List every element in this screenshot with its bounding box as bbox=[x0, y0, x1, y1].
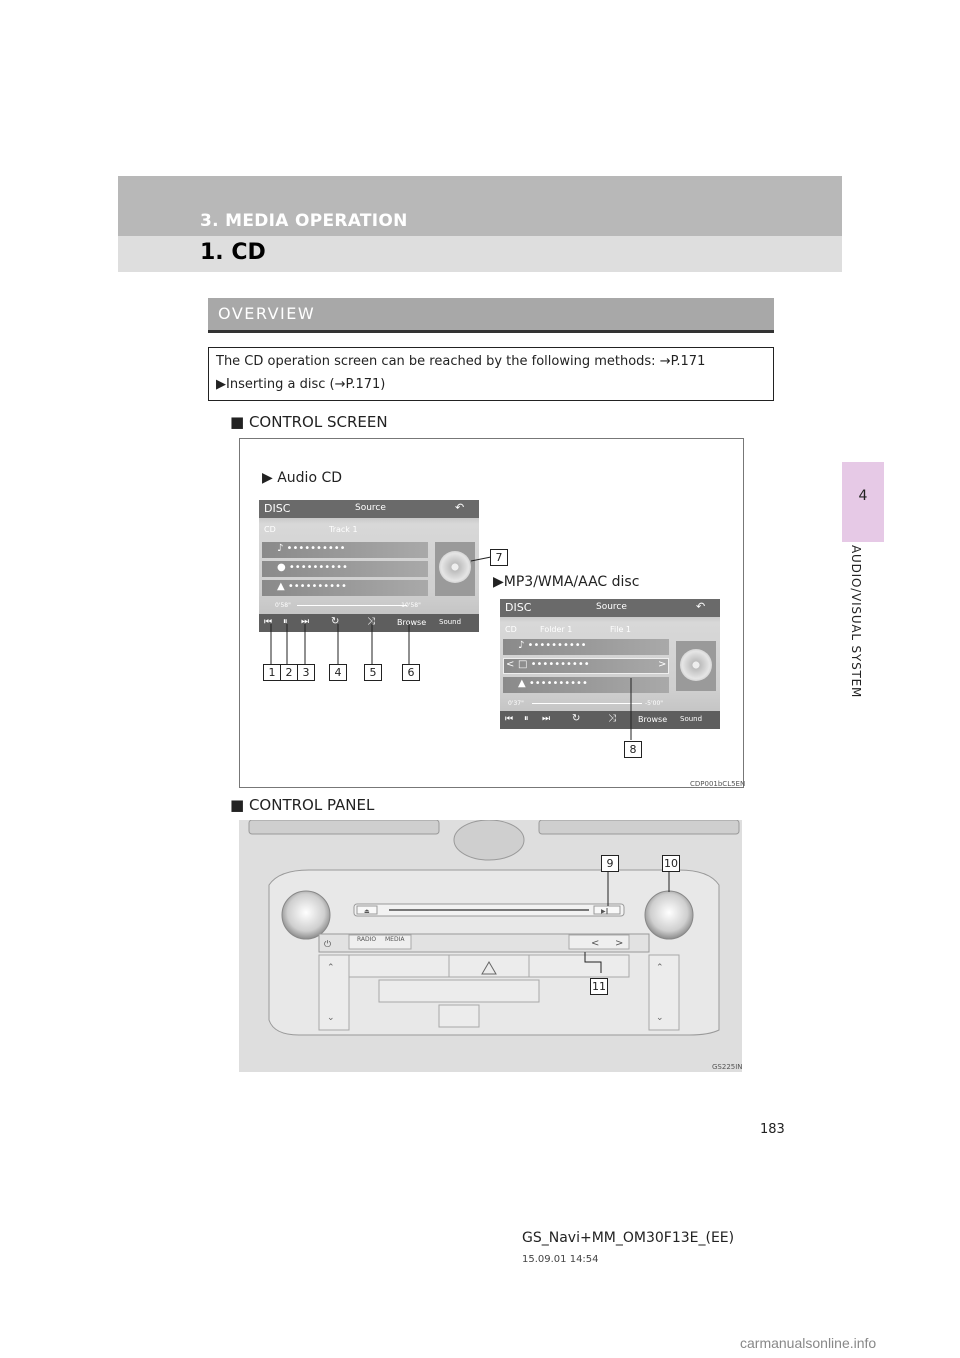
screen1-source-button[interactable]: Source bbox=[355, 503, 386, 513]
pause-button[interactable]: ⏸ bbox=[524, 714, 529, 724]
mp3-disc-label: ▶MP3/WMA/AAC disc bbox=[493, 574, 640, 590]
browse-button[interactable]: Browse bbox=[638, 715, 668, 724]
screen1-cd-label: CD bbox=[264, 525, 276, 534]
control-screen-heading: ■ CONTROL SCREEN bbox=[230, 413, 388, 431]
svg-text:>: > bbox=[615, 938, 624, 949]
page-title: 1. CD bbox=[200, 240, 266, 265]
control-panel-heading: ■ CONTROL PANEL bbox=[230, 796, 375, 814]
next-button[interactable]: ⏭ bbox=[542, 714, 551, 724]
callout-3: 3 bbox=[297, 664, 315, 681]
doc-date: 15.09.01 14:54 bbox=[522, 1254, 599, 1265]
screen2-row-folder: □ •••••••••• bbox=[518, 659, 590, 670]
chapter-number: 4 bbox=[858, 488, 868, 504]
callout-5: 5 bbox=[364, 664, 382, 681]
browse-button[interactable]: Browse bbox=[397, 618, 427, 627]
screen1-track: Track 1 bbox=[329, 525, 358, 534]
repeat-button[interactable]: ↻ bbox=[572, 713, 581, 724]
radio-button[interactable]: RADIO bbox=[357, 936, 377, 943]
screen1-elapsed: 0'58" bbox=[275, 602, 291, 609]
audio-cd-label: ▶ Audio CD bbox=[262, 470, 343, 486]
svg-text:⌃: ⌃ bbox=[327, 963, 335, 973]
svg-text:<: < bbox=[591, 938, 600, 949]
shuffle-button[interactable]: ⤨ bbox=[608, 713, 616, 724]
screen1-title: DISC bbox=[264, 502, 291, 515]
screen2-source-button[interactable]: Source bbox=[596, 602, 627, 612]
section-label: 3. MEDIA OPERATION bbox=[200, 211, 408, 231]
sound-button[interactable]: Sound bbox=[439, 618, 462, 626]
doc-code: GS_Navi+MM_OM30F13E_(EE) bbox=[522, 1230, 735, 1246]
shuffle-button[interactable]: ⤨ bbox=[367, 616, 375, 627]
media-button[interactable]: MEDIA bbox=[385, 936, 405, 943]
callout-6: 6 bbox=[402, 664, 420, 681]
svg-text:⏻: ⏻ bbox=[324, 940, 332, 950]
chapter-label: AUDIO/VISUAL SYSTEM bbox=[849, 545, 863, 699]
sound-button[interactable]: Sound bbox=[680, 715, 703, 723]
callout-10: 10 bbox=[664, 857, 678, 870]
prev-button[interactable]: ⏮ bbox=[505, 714, 514, 724]
callout-leaders bbox=[239, 438, 742, 786]
screen2-remaining: -5'00" bbox=[645, 700, 664, 707]
svg-text:⏏: ⏏ bbox=[364, 908, 370, 915]
screen1-row-album: ● •••••••••• bbox=[277, 562, 348, 573]
tune-knob bbox=[645, 891, 693, 939]
screen1-remaining: -10'58" bbox=[399, 602, 421, 609]
next-button[interactable]: ⏭ bbox=[301, 617, 310, 627]
page-number: 183 bbox=[760, 1122, 785, 1137]
screen2-folder: Folder 1 bbox=[540, 625, 573, 634]
screen2-title: DISC bbox=[505, 601, 532, 614]
callout-8: 8 bbox=[624, 741, 642, 758]
screen2-row-artist: ▲ •••••••••• bbox=[518, 678, 588, 689]
overview-line-1: The CD operation screen can be reached by the following methods: →P.171 bbox=[216, 354, 706, 369]
svg-text:▶‖: ▶‖ bbox=[601, 908, 609, 915]
overview-heading: OVERVIEW bbox=[218, 304, 316, 323]
folder-next-button[interactable]: > bbox=[658, 659, 667, 670]
callout-4: 4 bbox=[329, 664, 347, 681]
screen1-row-title: ♪ •••••••••• bbox=[277, 543, 346, 554]
callout-9: 9 bbox=[601, 855, 619, 872]
callout-1: 1 bbox=[263, 664, 281, 681]
svg-text:⌄: ⌄ bbox=[327, 1013, 335, 1023]
watermark-bottom: carmanualsonline.info bbox=[740, 1335, 877, 1351]
callout-2: 2 bbox=[280, 664, 298, 681]
screen-figure-code: CDP001bCL5EN bbox=[690, 780, 746, 788]
callout-11: 11 bbox=[592, 980, 606, 993]
screen2-elapsed: 0'37" bbox=[508, 700, 524, 707]
back-icon[interactable]: ↶ bbox=[455, 501, 465, 514]
folder-prev-button[interactable]: < bbox=[506, 659, 515, 670]
svg-text:⌄: ⌄ bbox=[656, 1013, 664, 1023]
screen2-cd-label: CD bbox=[505, 625, 517, 634]
back-icon[interactable]: ↶ bbox=[696, 600, 706, 613]
pause-button[interactable]: ⏸ bbox=[283, 617, 288, 627]
svg-text:⌃: ⌃ bbox=[656, 963, 664, 973]
panel-figure-code: GS225IN bbox=[712, 1063, 743, 1071]
screen2-row-title: ♪ •••••••••• bbox=[518, 640, 587, 651]
prev-button[interactable]: ⏮ bbox=[264, 617, 273, 627]
callout-7: 7 bbox=[490, 549, 508, 566]
screen2-file: File 1 bbox=[610, 625, 632, 634]
screen1-row-artist: ▲ •••••••••• bbox=[277, 581, 347, 592]
repeat-button[interactable]: ↻ bbox=[331, 616, 340, 627]
overview-line-2: ▶Inserting a disc (→P.171) bbox=[216, 377, 386, 392]
